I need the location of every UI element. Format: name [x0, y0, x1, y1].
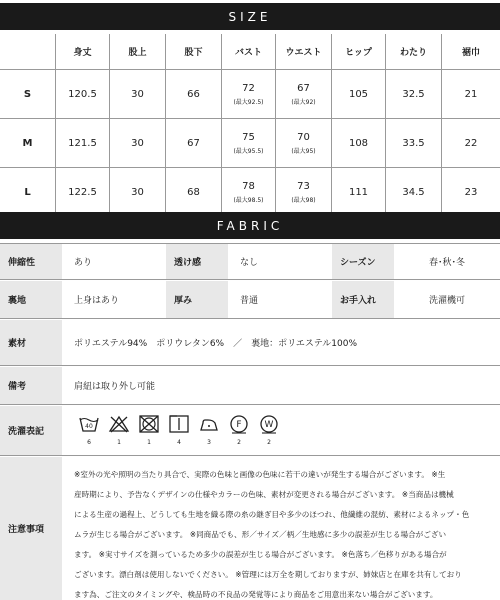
wash-symbol — [166, 414, 192, 446]
size-value: 78 — [242, 180, 255, 192]
size-value: 73 — [297, 180, 310, 192]
size-value: 21 — [464, 88, 478, 100]
notes-text — [62, 457, 500, 600]
wash-symbol — [106, 414, 132, 446]
size-title: SIZE — [228, 9, 272, 24]
size-value-cell — [56, 70, 110, 118]
size-value-cell — [332, 119, 386, 167]
size-value: 30 — [131, 137, 144, 149]
size-value: 122.5 — [68, 186, 97, 198]
wash-symbol-number: 2 — [237, 439, 241, 446]
size-value: 67 — [187, 137, 200, 149]
wash-label: 洗濯表記 — [0, 406, 62, 455]
size-label: S — [0, 70, 56, 118]
size-value: 68 — [187, 186, 200, 198]
size-value: 72 — [242, 82, 255, 94]
size-section-header — [0, 3, 500, 30]
remarks-value: 肩紐は取り外し可能 — [74, 382, 156, 392]
thickness-label: 厚み — [166, 281, 228, 318]
material-label: 素材 — [0, 320, 62, 365]
size-header-cell: わたり — [386, 34, 442, 69]
size-value-cell — [166, 70, 222, 118]
stretch-label: 伸縮性 — [0, 244, 62, 279]
size-max-note: (最大92.5) — [233, 98, 264, 106]
size-header-cell: 身丈 — [56, 34, 110, 69]
notes-line: ございます。漂白剤は使用しないでください。 ※管理には万全を期しておりますが、姉妹店と在庫を共有しており — [74, 570, 462, 579]
size-value: 22 — [464, 137, 478, 149]
wash-symbol-number: 4 — [177, 439, 181, 446]
size-value-cell — [386, 70, 442, 118]
dry-clean-f-icon — [228, 414, 250, 437]
wet-clean-w-icon — [258, 414, 280, 437]
fabric-row-material — [0, 320, 500, 366]
notes-line: ムラが生じる場合がございます。 ※同商品でも、形／サイズ／柄／生地感に多少の誤差が生じる場合がござい — [74, 530, 447, 539]
size-value: 120.5 — [68, 88, 97, 100]
size-value: 33.5 — [402, 137, 425, 149]
size-max-note: (最大95) — [291, 147, 316, 155]
size-value-cell — [276, 70, 332, 118]
size-max-note: (最大98.5) — [233, 196, 264, 204]
size-value: 23 — [464, 186, 478, 198]
wash-symbol — [226, 414, 252, 446]
fabric-row-remarks — [0, 367, 500, 405]
wash-40-icon — [78, 414, 100, 437]
wash-symbol — [256, 414, 282, 446]
line-dry-icon — [168, 414, 190, 437]
size-table — [0, 34, 500, 217]
fabric-row-wash — [0, 406, 500, 456]
season-value: 春･秋･冬 — [428, 258, 465, 268]
sheer-label: 透け感 — [166, 244, 228, 279]
size-value-cell — [222, 119, 276, 167]
wash-symbol — [136, 414, 162, 446]
fabric-title: FABRIC — [216, 218, 284, 233]
size-value: 67 — [297, 82, 310, 94]
size-row-l — [0, 168, 500, 217]
no-tumble-dry-icon — [138, 414, 160, 437]
size-value-cell — [386, 119, 442, 167]
size-value-cell — [332, 70, 386, 118]
svg-text:F: F — [236, 420, 242, 430]
notes-line: による生産の過程上、どうしても生地を織る際の糸の継ぎ目や多少のほつれ、他繊維の混紡、素材によるネップ・色 — [74, 510, 470, 519]
size-value-cell — [166, 168, 222, 216]
lining-value: 上身はあり — [74, 296, 120, 306]
notes-label: 注意事項 — [0, 457, 62, 600]
size-max-note: (最大92) — [291, 98, 316, 106]
care-value: 洗濯機可 — [428, 296, 465, 306]
wash-symbol-number: 1 — [147, 439, 151, 446]
notes-line: ます。 ※実寸サイズを測っているため多少の誤差が生じる場合がございます。 ※色落ち／色移りがある場合が — [74, 550, 447, 559]
no-bleach-icon — [108, 414, 130, 437]
size-value: 121.5 — [68, 137, 97, 149]
size-value-cell — [442, 70, 500, 118]
size-header-cell: 股下 — [166, 34, 222, 69]
size-value-cell — [110, 70, 166, 118]
thickness-value: 普通 — [240, 296, 259, 306]
size-value: 30 — [131, 88, 144, 100]
fabric-row-lining — [0, 281, 500, 319]
wash-temp-text: 40 — [85, 423, 93, 430]
lining-label: 裏地 — [0, 281, 62, 318]
wash-symbol — [196, 414, 222, 446]
wash-symbol-number: 2 — [267, 439, 271, 446]
size-value-cell — [56, 119, 110, 167]
notes-line: 産時期により、予告なくデザインの仕様やカラーの色味、素材が変更される場合がございます。 ※当商品は機械 — [74, 490, 454, 499]
size-value-cell — [222, 168, 276, 216]
wash-symbol-number: 3 — [207, 439, 211, 446]
size-row-s — [0, 70, 500, 119]
size-header-cell: ウエスト — [276, 34, 332, 69]
size-header-cell — [0, 34, 56, 69]
size-value-cell — [110, 119, 166, 167]
iron-low-icon — [198, 414, 220, 437]
size-value-cell — [276, 168, 332, 216]
size-value-cell — [222, 70, 276, 118]
care-label: お手入れ — [332, 281, 394, 318]
size-value-cell — [332, 168, 386, 216]
wash-symbol — [76, 414, 102, 446]
size-header-cell: 股上 — [110, 34, 166, 69]
wash-symbol-number: 6 — [87, 439, 91, 446]
notes-line: ※室外の光や照明の当たり具合で、実際の色味と画像の色味に若干の違いが発生する場合がございます。 ※生 — [74, 470, 446, 479]
size-value: 32.5 — [402, 88, 425, 100]
fabric-section-header — [0, 212, 500, 239]
size-value: 34.5 — [402, 186, 425, 198]
wash-icons — [62, 406, 500, 455]
fabric-row-stretch — [0, 243, 500, 280]
size-row-m — [0, 119, 500, 168]
stretch-value: あり — [74, 258, 93, 268]
size-value: 105 — [348, 88, 369, 100]
size-value-cell — [276, 119, 332, 167]
size-max-note: (最大95.5) — [233, 147, 264, 155]
size-value: 66 — [187, 88, 200, 100]
season-label: シーズン — [332, 244, 394, 279]
size-label: L — [0, 168, 56, 216]
size-value-cell — [166, 119, 222, 167]
size-value-cell — [442, 168, 500, 216]
size-header-cell: 裾巾 — [461, 48, 480, 58]
size-header-cell: バスト — [222, 34, 276, 69]
fabric-row-notes — [0, 457, 500, 600]
svg-text:W: W — [264, 420, 274, 430]
size-value: 111 — [348, 186, 369, 198]
size-value-cell — [110, 168, 166, 216]
sheer-value: なし — [240, 258, 259, 268]
size-value: 75 — [242, 131, 255, 143]
size-header-row — [0, 34, 500, 70]
size-max-note: (最大98) — [291, 196, 316, 204]
material-value: ポリエステル94% ポリウレタン6% ／ 裏地：ポリエステル100% — [74, 339, 358, 349]
size-header-cell: ヒップ — [332, 34, 386, 69]
size-value-cell — [442, 119, 500, 167]
size-value: 108 — [348, 137, 369, 149]
remarks-label: 備考 — [0, 367, 62, 404]
size-value: 70 — [297, 131, 310, 143]
wash-symbol-number: 1 — [117, 439, 121, 446]
size-value-cell — [56, 168, 110, 216]
size-value-cell — [386, 168, 442, 216]
notes-line: ます為、ご注文のタイミングや、検品時の不良品の発覚等により商品をご用意出来ない場合がございます。 — [74, 590, 438, 599]
size-value: 30 — [131, 186, 144, 198]
size-label: M — [0, 119, 56, 167]
